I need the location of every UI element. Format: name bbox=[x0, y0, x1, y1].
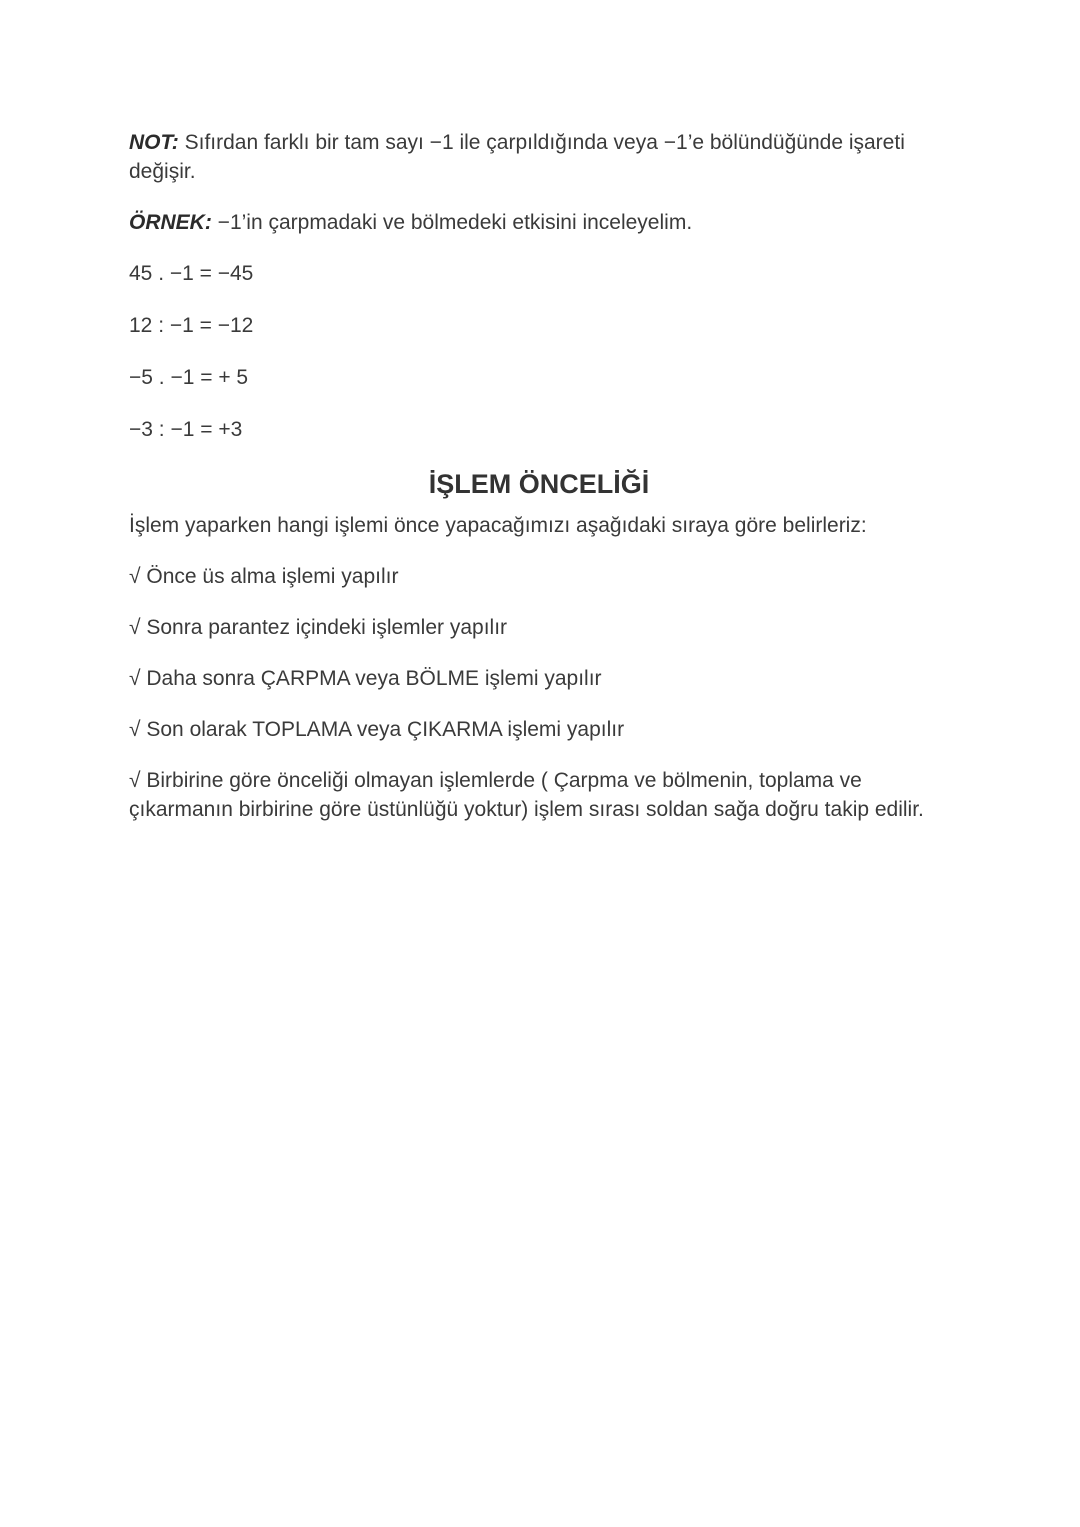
note-paragraph bbox=[129, 128, 949, 186]
example-paragraph bbox=[129, 208, 949, 237]
document-page bbox=[129, 128, 949, 846]
example-label: ÖRNEK: bbox=[129, 211, 212, 234]
rule-item bbox=[129, 562, 949, 591]
note-text: Sıfırdan farklı bir tam sayı −1 ile çarpıldığında veya −1’e bölündüğünde işareti değişir. bbox=[129, 131, 905, 183]
rule-item bbox=[129, 766, 949, 824]
rule-text: Sonra parantez içindeki işlemler yapılır bbox=[140, 616, 508, 639]
rule-item bbox=[129, 664, 949, 693]
equation-line: −3 : −1 = +3 bbox=[129, 418, 243, 441]
section-heading: İŞLEM ÖNCELİĞİ bbox=[428, 469, 650, 499]
rule-text: Son olarak TOPLAMA veya ÇIKARMA işlemi yapılır bbox=[140, 718, 625, 741]
equation-line: 45 . −1 = −45 bbox=[129, 262, 254, 285]
equation-line: 12 : −1 = −12 bbox=[129, 314, 254, 337]
equation-line: −5 . −1 = + 5 bbox=[129, 366, 249, 389]
check-mark-icon: √ bbox=[129, 769, 141, 792]
note-label: NOT: bbox=[129, 131, 179, 154]
check-mark-icon: √ bbox=[129, 565, 141, 588]
rule-item bbox=[129, 715, 949, 744]
check-mark-icon: √ bbox=[129, 616, 141, 639]
rule-item bbox=[129, 613, 949, 642]
check-mark-icon: √ bbox=[129, 718, 141, 741]
section-intro: İşlem yaparken hangi işlemi önce yapacağımızı aşağıdaki sıraya göre belirleriz: bbox=[129, 514, 867, 537]
check-mark-icon: √ bbox=[129, 667, 141, 690]
rule-text: Daha sonra ÇARPMA veya BÖLME işlemi yapılır bbox=[140, 667, 602, 690]
example-text: −1’in çarpmadaki ve bölmedeki etkisini inceleyelim. bbox=[211, 211, 693, 234]
rule-text: Birbirine göre önceliği olmayan işlemlerde ( Çarpma ve bölmenin, toplama ve çıkarmanın birbirine göre üstünlüğü yoktur) işlem sırası soldan sağa doğru takip edilir. bbox=[129, 769, 924, 821]
rule-text: Önce üs alma işlemi yapılır bbox=[140, 565, 399, 588]
